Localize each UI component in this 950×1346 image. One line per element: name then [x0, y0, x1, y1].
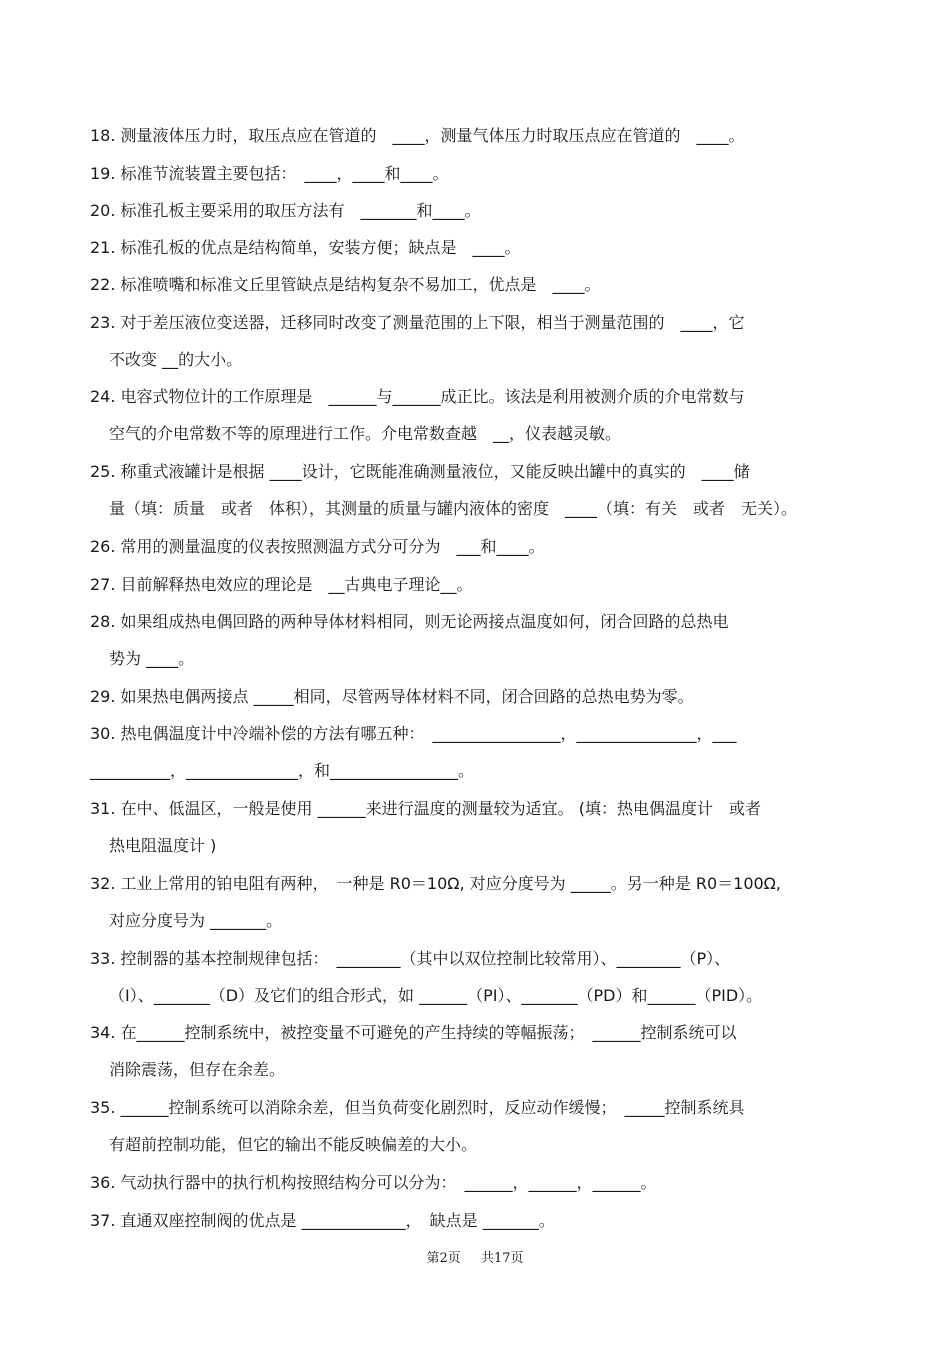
question-line: 32. 工业上常用的铂电阻有两种， 一种是 R0＝10Ω, 对应分度号为 _____。另一种是 R0＝100Ω,	[90, 874, 781, 893]
question-line-continued: 有超前控制功能，但它的输出不能反映偏差的大小。	[109, 1135, 478, 1154]
question-29	[90, 678, 865, 715]
page-footer	[0, 1247, 950, 1266]
question-37	[90, 1202, 865, 1239]
question-line-continued: （I）、_______（D）及它们的组合形式，如 ______（PI）、_______（PD）和______（PID）。	[109, 986, 763, 1005]
question-line: 26. 常用的测量温度的仪表按照测温方式分可分为 ___和____。	[90, 537, 545, 556]
question-28	[90, 603, 865, 677]
question-line: 24. 电容式物位计的工作原理是 ______与______成正比。该法是利用被测介质的介电常数与	[90, 387, 745, 406]
question-30	[90, 715, 865, 789]
question-line: 33. 控制器的基本控制规律包括： ________（其中以双位控制比较常用）、________（P）、	[90, 949, 731, 968]
question-line: 34. 在______控制系统中，被控变量不可避免的产生持续的等幅振荡； ______控制系统可以	[90, 1023, 737, 1042]
question-31	[90, 790, 865, 864]
question-line: 29. 如果热电偶两接点 _____相同，尽管两导体材料不同，闭合回路的总热电势为零。	[90, 687, 694, 706]
question-line: 35. ______控制系统可以消除余差，但当负荷变化剧烈时，反应动作缓慢； _____控制系统具	[90, 1098, 745, 1117]
question-line: 20. 标准孔板主要采用的取压方法有 _______和____。	[90, 201, 481, 220]
question-20	[90, 192, 865, 229]
question-26	[90, 528, 865, 565]
question-25	[90, 453, 865, 527]
question-18	[90, 117, 865, 154]
question-24	[90, 378, 865, 452]
question-line: 27. 目前解释热电效应的理论是 __古典电子理论__。	[90, 575, 473, 594]
question-line: 31. 在中、低温区，一般是使用 ______来进行温度的测量较为适宜。 (填：热电偶温度计 或者	[90, 799, 761, 818]
question-line: 22. 标准喷嘴和标准文丘里管缺点是结构复杂不易加工，优点是 ____。	[90, 275, 601, 294]
question-line-continued: 势为 ____。	[109, 649, 195, 668]
question-36	[90, 1164, 865, 1201]
question-line: 19. 标准节流装置主要包括： ____，____和____。	[90, 164, 449, 183]
question-34	[90, 1014, 865, 1088]
question-line: 28. 如果组成热电偶回路的两种导体材料相同，则无论两接点温度如何，闭合回路的总热电	[90, 612, 729, 631]
question-line-continued: 量（填：质量 或者 体积），其测量的质量与罐内液体的密度 ____（填：有关 或者 无关）。	[109, 499, 798, 518]
question-line: 23. 对于差压液位变送器，迁移同时改变了测量范围的上下限，相当于测量范围的 ____，它	[90, 313, 745, 332]
question-line: 37. 直通双座控制阀的优点是 _____________， 缺点是 _______。	[90, 1211, 555, 1230]
question-21	[90, 229, 865, 266]
question-33	[90, 940, 865, 1014]
question-line-continued: 热电阻温度计 )	[109, 836, 217, 855]
question-line: 21. 标准孔板的优点是结构简单，安装方便；缺点是 ____。	[90, 238, 521, 257]
question-line: 36. 气动执行器中的执行机构按照结构分可以分为： ______，______，______。	[90, 1173, 657, 1192]
question-line-continued: 对应分度号为 _______。	[109, 911, 283, 930]
question-line: 30. 热电偶温度计中冷端补偿的方法有哪五种： ________________，_______________，___	[90, 724, 737, 743]
question-35	[90, 1089, 865, 1163]
page-total: 共17页	[480, 1251, 524, 1266]
question-19	[90, 155, 865, 192]
question-27	[90, 566, 865, 603]
page-number: 第2页	[426, 1251, 461, 1266]
question-line-continued: __________，______________，和________________。	[90, 761, 475, 780]
question-line-continued: 不改变 __的大小。	[109, 350, 243, 369]
question-line: 25. 称重式液罐计是根据 ____设计，它既能准确测量液位，又能反映出罐中的真实的 ____储	[90, 462, 750, 481]
question-line-continued: 空气的介电常数不等的原理进行工作。介电常数查越 __，仪表越灵敏。	[109, 424, 622, 443]
question-22	[90, 266, 865, 303]
question-23	[90, 304, 865, 378]
question-line-continued: 消除震荡，但存在余差。	[109, 1060, 286, 1079]
question-32	[90, 865, 865, 939]
question-line: 18. 测量液体压力时，取压点应在管道的 ____，测量气体压力时取压点应在管道的 ____。	[90, 126, 745, 145]
